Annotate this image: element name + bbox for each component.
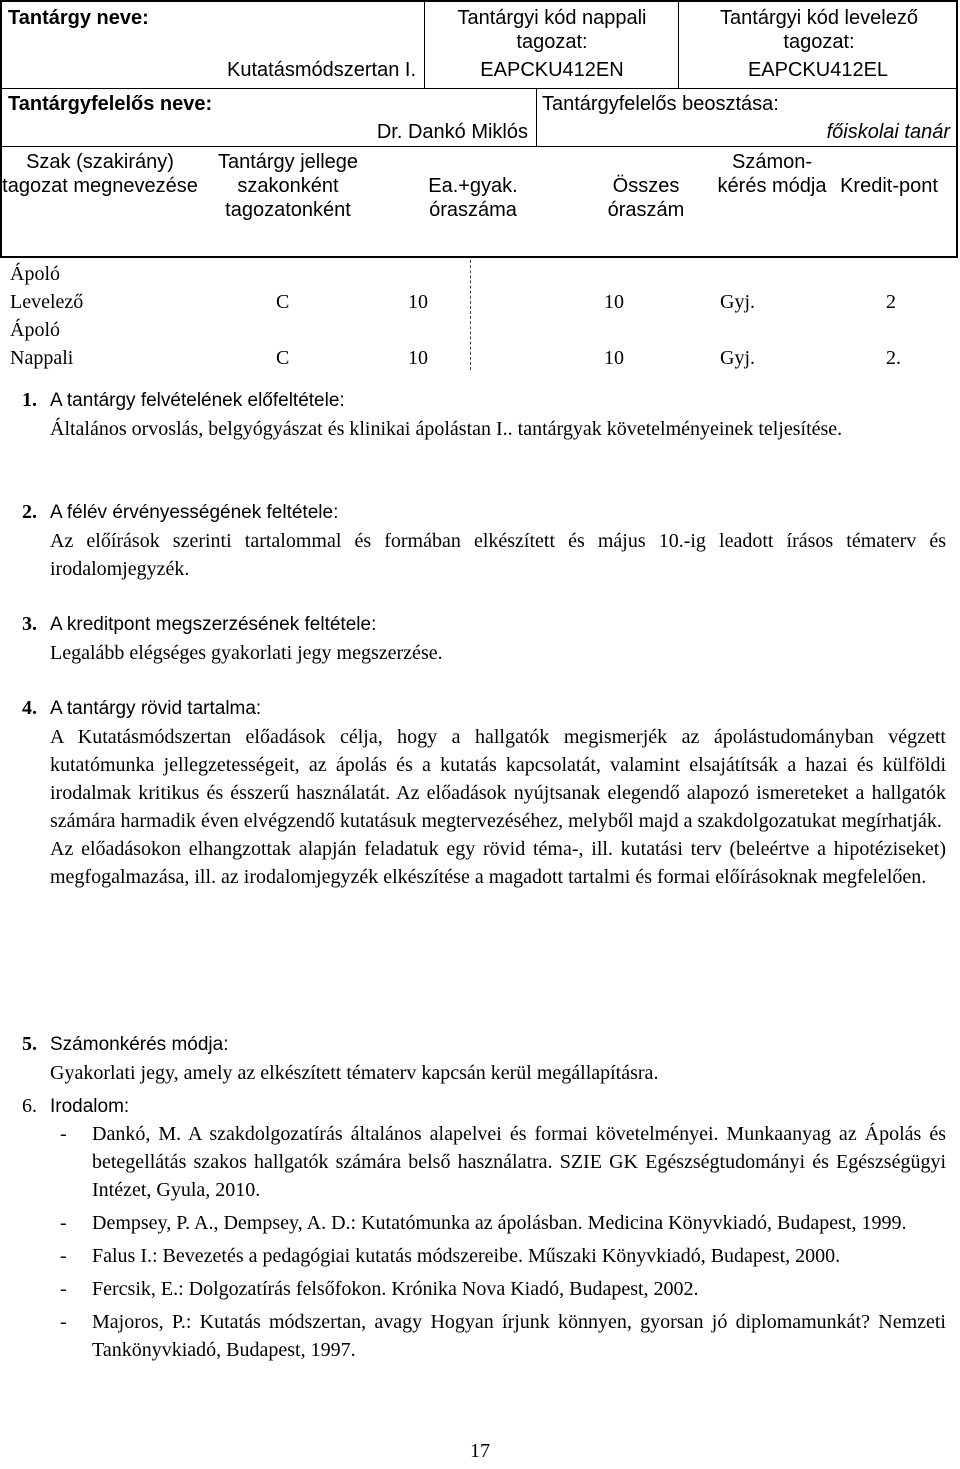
literature-entry: Dempsey, P. A., Dempsey, A. D.: Kutatómunka az ápolásban. Medicina Könyvkiadó, Budapest, 1999. [92, 1212, 907, 1234]
col-major-head: Szak (szakirány) tagozat megnevezése [2, 151, 198, 197]
code-day-label: Tantárgyi kód nappali tagozat: [457, 7, 647, 53]
col-hours-head: Ea.+gyak. óraszáma [428, 175, 518, 221]
responsible-label: Tantárgyfelelős neve: [8, 93, 213, 115]
table-divider [470, 260, 471, 370]
literature-entry: Majoros, P.: Kutatás módszertan, avagy Hogyan írjunk könnyen, gyorsan jó diplomamunkát? Nemzeti Tankönyvkiadó, Budapest, 1997. [92, 1311, 946, 1361]
section-text: Általános orvoslás, belgyógyászat és klinikai ápolástan I.. tantárgyak követelményeinek teljesítése. [50, 418, 843, 440]
section-text: Az előírások szerinti tartalommal és formában elkészített és május 10.-ig leadott írásos tématerv és irodalomjegyzék. [50, 530, 946, 580]
section-text: Legalább elégséges gyakorlati jegy megszerzése. [50, 642, 443, 664]
subject-name-label: Tantárgy neve: [8, 7, 149, 29]
row-type: C [276, 291, 290, 313]
section-prerequisite [22, 386, 946, 443]
col-exam-head: Számon-kérés módja [717, 151, 827, 197]
section-number: 4. [22, 697, 37, 719]
row-type: C [276, 347, 290, 369]
row-hours: 10 [408, 291, 428, 313]
literature-list [22, 1120, 946, 1369]
literature-entry: Dankó, M. A szakdolgozatírás általános alapelvei és formai követelményei. Munkaanyag az Ápolás és betegellátás szakos hallgatók számára belső használatra. SZIE GK Egészségtudományi és Egészségügyi Intézet, Gyula, 2010. [92, 1123, 946, 1201]
list-item: - Dankó, M. A szakdolgozatírás általános alapelvei és formai követelményei. Munkaanyag az Ápolás és betegellátás szakos hallgatók számára belső használatra. SZIE GK Egészségtudományi és Egészségügyi Intézet, Gyula, 2010. [60, 1123, 946, 1201]
section-number: 2. [22, 501, 37, 523]
code-correspondence: EAPCKU412EL [747, 59, 889, 81]
row-credit: 2. [886, 347, 901, 369]
literature-entry: Fercsik, E.: Dolgozatírás felsőfokon. Krónika Nova Kiadó, Budapest, 2002. [92, 1278, 699, 1300]
list-item: - Falus I.: Bevezetés a pedagógiai kutatás módszereibe. Műszaki Könyvkiadó, Budapest, 2000. [60, 1245, 841, 1267]
section-title: A tantárgy rövid tartalma: [50, 698, 262, 719]
row-major: Ápoló [10, 263, 60, 285]
section-text: A Kutatásmódszertan előadások célja, hogy a hallgatók megismerjék az ápolástudományban végzett kutatómunka jellegzetességeit, az ápolás és a kutatás kapcsolatát, valamint elsajátítsák a hazai és külföldi irodalmak kritikus és ésszerű használatát. Az előadások nyújtsanak elegendő alapozó ismereteket a hallgatók számára harmadik éven elvégzendő kutatásuk megtervezéséhez, melyből majd a szakdolgozatukat megírhatják. [50, 726, 946, 832]
section-number: 6. [22, 1095, 37, 1117]
code-correspondence-label: Tantárgyi kód levelező tagozat: [720, 7, 918, 53]
section-title: A tantárgy felvételének előfeltétele: [50, 390, 345, 411]
section-content [22, 694, 946, 891]
row-mode: Levelező [10, 291, 84, 313]
section-number: 1. [22, 389, 37, 411]
section-number: 3. [22, 613, 37, 635]
row-exam: Gyj. [720, 291, 755, 313]
section-exam [22, 1030, 946, 1087]
row-hours: 10 [408, 347, 428, 369]
row-major: Ápoló [10, 319, 60, 341]
col-total-head: Összes óraszám [607, 175, 685, 221]
section-text-2: Az előadásokon elhangzottak alapján feladatuk egy rövid téma-, ill. kutatási terv (beleértve a hipotéziseket) megfogalmazása, ill. az irodalomjegyzék elkészítése a magadott tartalmi és formai előírásoknak megfelelően. [50, 838, 946, 888]
row-total: 10 [604, 347, 624, 369]
section-number: 5. [22, 1033, 37, 1055]
section-literature [22, 1092, 946, 1121]
row-exam: Gyj. [720, 347, 755, 369]
section-credit-condition [22, 610, 946, 667]
row-mode: Nappali [10, 347, 74, 369]
list-item: - Fercsik, E.: Dolgozatírás felsőfokon. Krónika Nova Kiadó, Budapest, 2002. [60, 1278, 699, 1300]
course-header-table [0, 0, 960, 258]
col-type-head: Tantárgy jellege szakonként tagozatonként [217, 151, 359, 221]
list-item: - Majoros, P.: Kutatás módszertan, avagy Hogyan írjunk könnyen, gyorsan jó diplomamunkát? Nemzeti Tankönyvkiadó, Budapest, 1997. [60, 1311, 946, 1361]
section-title: Számonkérés módja: [50, 1034, 229, 1055]
position-label: Tantárgyfelelős beosztása: [542, 93, 779, 115]
section-text: Gyakorlati jegy, amely az elkészített tématerv kapcsán kerül megállapításra. [50, 1062, 659, 1084]
literature-entry: Falus I.: Bevezetés a pedagógiai kutatás módszereibe. Műszaki Könyvkiadó, Budapest, 2000. [92, 1245, 841, 1267]
row-credit: 2 [886, 291, 896, 313]
position: főiskolai tanár [826, 121, 950, 143]
page-number: 17 [470, 1440, 490, 1462]
section-title: A félév érvényességének feltétele: [50, 502, 339, 523]
col-credit-head: Kredit-pont [840, 175, 938, 197]
responsible-name: Dr. Dankó Miklós [376, 121, 528, 143]
code-day: EAPCKU412EN [480, 59, 624, 81]
list-item: - Dempsey, P. A., Dempsey, A. D.: Kutatómunka az ápolásban. Medicina Könyvkiadó, Budapest, 1999. [60, 1212, 907, 1234]
section-title: Irodalom: [50, 1096, 130, 1117]
section-title: A kreditpont megszerzésének feltétele: [50, 614, 377, 635]
row-total: 10 [604, 291, 624, 313]
subject-name: Kutatásmódszertan I. [227, 59, 416, 81]
section-validity [22, 498, 946, 583]
